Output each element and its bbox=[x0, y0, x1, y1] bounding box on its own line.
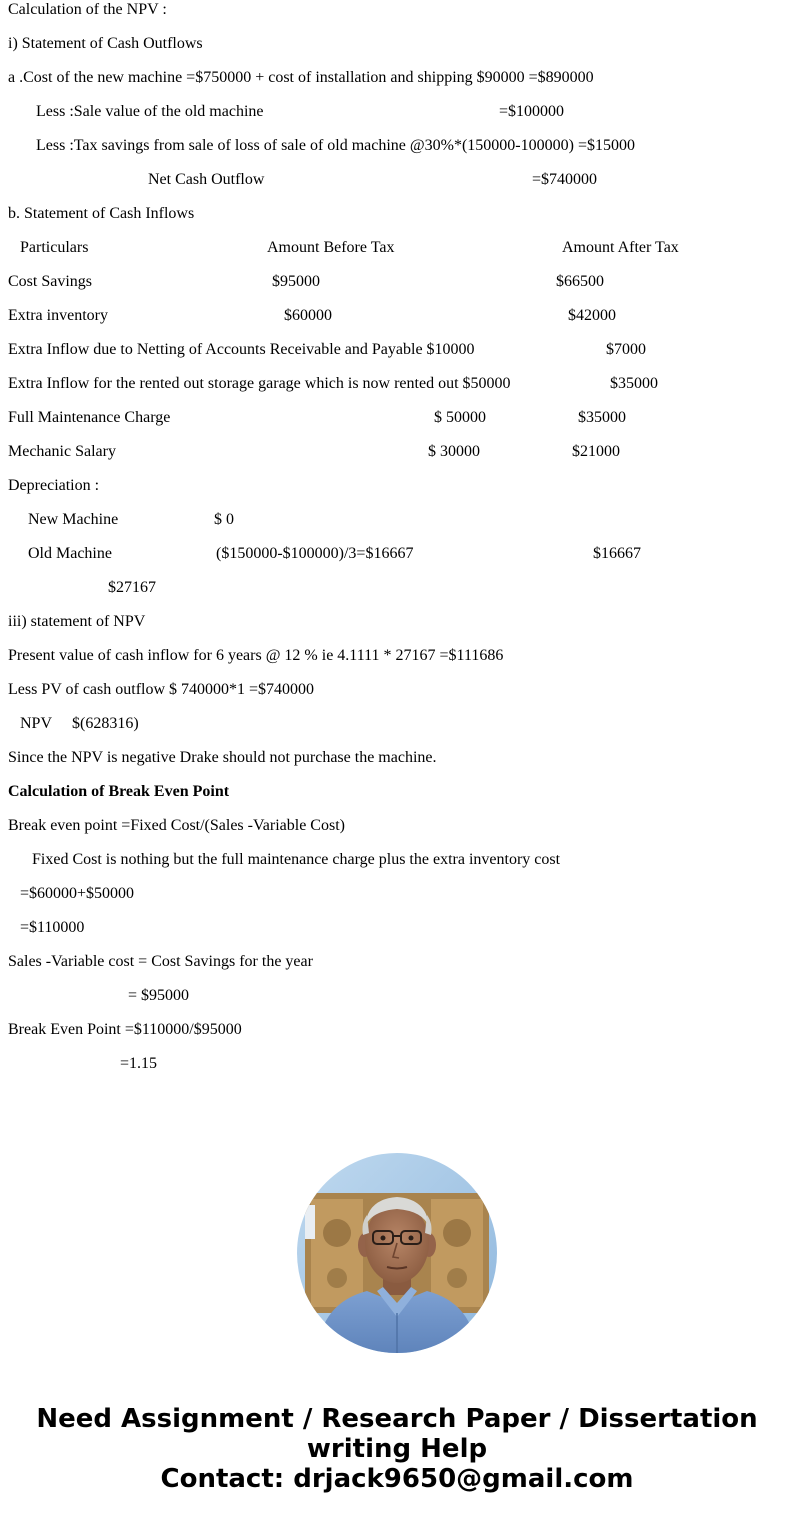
old-machine-calc: ($150000-$100000)/3=$16667 bbox=[216, 545, 414, 562]
inflow-row-after: $35000 bbox=[578, 409, 626, 426]
cost-line-text: a .Cost of the new machine =$750000 + cost of installation and shipping $90000 =$890000 bbox=[8, 69, 594, 86]
fixed-cost-sum-line bbox=[0, 884, 135, 904]
fixed-cost-sum: =$60000+$50000 bbox=[20, 885, 135, 902]
contribution-value: = $95000 bbox=[128, 987, 190, 1004]
contribution-line bbox=[0, 952, 313, 972]
fixed-cost-total-line bbox=[0, 918, 85, 938]
inflow-row bbox=[0, 442, 620, 462]
inflows-heading bbox=[0, 204, 195, 224]
net-outflow-label: Net Cash Outflow bbox=[148, 171, 265, 188]
inflow-row bbox=[0, 340, 646, 360]
contribution-value-line bbox=[0, 986, 190, 1006]
depreciation-label: Depreciation : bbox=[8, 477, 100, 494]
bep-formula-line bbox=[0, 1020, 242, 1040]
promo-line-2: writing Help bbox=[306, 1434, 488, 1464]
breakeven-heading bbox=[0, 782, 230, 802]
inflow-row-label: Extra inventory bbox=[8, 307, 108, 324]
inflow-row-before: $60000 bbox=[284, 307, 332, 324]
breakeven-formula-line bbox=[0, 816, 345, 836]
npv-result-line bbox=[0, 714, 139, 734]
tax-line-text: Less :Tax savings from sale of loss of sale of old machine @30%*(150000-100000) =$15000 bbox=[36, 137, 635, 154]
pv-inflow-line bbox=[0, 646, 504, 666]
inflow-row-after: $7000 bbox=[606, 341, 646, 358]
tax-line bbox=[0, 136, 635, 156]
sale-line bbox=[0, 102, 565, 122]
contact-email: Contact: drjack9650@gmail.com bbox=[160, 1464, 634, 1494]
breakeven-formula: Break even point =Fixed Cost/(Sales -Variable Cost) bbox=[8, 817, 345, 834]
fixed-cost-total: =$110000 bbox=[20, 919, 85, 936]
fixed-cost-note: Fixed Cost is nothing but the full maintenance charge plus the extra inventory cost bbox=[32, 851, 561, 868]
inflow-row bbox=[0, 306, 616, 326]
old-machine-after: $16667 bbox=[593, 545, 641, 562]
sale-label: Less :Sale value of the old machine bbox=[36, 103, 264, 120]
npv-label: NPV bbox=[20, 715, 53, 732]
inflow-row-label: Full Maintenance Charge bbox=[8, 409, 171, 426]
author-avatar bbox=[297, 1153, 497, 1353]
npv-conclusion-line bbox=[0, 748, 437, 768]
inflow-row-label: Mechanic Salary bbox=[8, 443, 116, 460]
inflow-row bbox=[0, 272, 604, 292]
inflow-row bbox=[0, 374, 658, 394]
npv-conclusion: Since the NPV is negative Drake should not purchase the machine. bbox=[8, 749, 437, 766]
breakeven-heading-text: Calculation of Break Even Point bbox=[8, 783, 230, 800]
new-machine-label: New Machine bbox=[28, 511, 119, 528]
inflow-row-label: Cost Savings bbox=[8, 273, 93, 290]
old-machine-label: Old Machine bbox=[28, 545, 112, 562]
inflows-total: $27167 bbox=[108, 579, 156, 596]
col-particulars: Particulars bbox=[20, 239, 89, 256]
inflows-heading-text: b. Statement of Cash Inflows bbox=[8, 205, 195, 222]
col-amount-before-tax: Amount Before Tax bbox=[267, 239, 395, 256]
inflow-row-label: Extra Inflow for the rented out storage garage which is now rented out $50000 bbox=[8, 375, 511, 392]
new-machine-value: $ 0 bbox=[214, 511, 234, 528]
author-portrait-image bbox=[297, 1153, 497, 1353]
npv-heading-text: iii) statement of NPV bbox=[8, 613, 146, 630]
promo-line-1: Need Assignment / Research Paper / Dissertation bbox=[36, 1404, 758, 1434]
inflow-row-before: $ 50000 bbox=[434, 409, 486, 426]
fixed-cost-note-line bbox=[0, 850, 561, 870]
bep-value-line bbox=[0, 1054, 158, 1074]
inflow-row-label: Extra Inflow due to Netting of Accounts Receivable and Payable $10000 bbox=[8, 341, 475, 358]
col-amount-after-tax: Amount After Tax bbox=[562, 239, 679, 256]
inflow-row-after: $35000 bbox=[610, 375, 658, 392]
bep-value: =1.15 bbox=[120, 1055, 158, 1072]
inflows-column-headers bbox=[0, 238, 679, 258]
bep-formula: Break Even Point =$110000/$95000 bbox=[8, 1021, 242, 1038]
sale-value: =$100000 bbox=[499, 103, 565, 120]
pv-outflow-line bbox=[0, 680, 315, 700]
outflows-heading bbox=[0, 34, 203, 54]
inflow-row-before: $ 30000 bbox=[428, 443, 480, 460]
inflow-row-after: $21000 bbox=[572, 443, 620, 460]
contribution-label: Sales -Variable cost = Cost Savings for the year bbox=[8, 953, 313, 970]
pv-inflow-text: Present value of cash inflow for 6 years @ 12 % ie 4.1111 * 27167 =$111686 bbox=[8, 647, 504, 664]
promo-footer bbox=[0, 1404, 794, 1494]
inflows-total-line bbox=[0, 578, 156, 598]
net-outflow-line bbox=[0, 170, 598, 190]
inflow-row-before: $95000 bbox=[272, 273, 320, 290]
inflow-row bbox=[0, 408, 626, 428]
npv-heading bbox=[0, 612, 146, 632]
pv-outflow-text: Less PV of cash outflow $ 740000*1 =$740000 bbox=[8, 681, 315, 698]
new-machine-line bbox=[0, 510, 234, 530]
title-text: Calculation of the NPV : bbox=[8, 1, 167, 18]
cost-line bbox=[0, 68, 594, 88]
page-title bbox=[0, 0, 167, 20]
depreciation-heading bbox=[0, 476, 100, 496]
npv-value: $(628316) bbox=[72, 715, 139, 732]
net-outflow-value: =$740000 bbox=[532, 171, 598, 188]
old-machine-line bbox=[0, 544, 641, 564]
inflow-row-after: $42000 bbox=[568, 307, 616, 324]
inflow-row-after: $66500 bbox=[556, 273, 604, 290]
outflows-heading-text: i) Statement of Cash Outflows bbox=[8, 35, 203, 52]
